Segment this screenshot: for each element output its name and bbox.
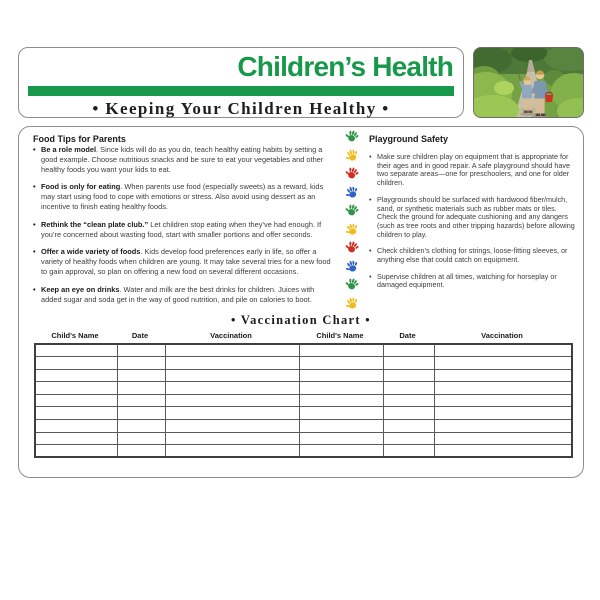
vaccination-cell [35,445,117,458]
food-tip-item [33,145,332,174]
vaccination-table-row [35,432,572,445]
food-tip-text: . Water and milk are the best drinks for children. Juices with added sugar and soda get in the way of good nutrition, and pile on calories to boot. [41,284,315,304]
vaccination-column-header: Child's Name [316,331,364,340]
vaccination-table-row [35,420,572,433]
playground-item: • Playgrounds should be surfaced with hardwood fiber/mulch, sand, or synthetic materials such as rubber mats or tiles. Check the ground for adequate cushioning and any dangers (such as tree roots and other tripping hazards) before allowing children to play. [369,196,578,240]
content-box [18,126,584,478]
vaccination-cell [35,394,117,407]
vaccination-cell [35,344,117,357]
vaccination-cell [383,407,434,420]
vaccination-table-row [35,394,572,407]
handprint-icon [343,183,362,202]
vaccination-cell [165,420,299,433]
vaccination-column-header: Date [399,331,416,340]
handprint-icon [343,127,362,146]
vaccination-cell [117,369,165,382]
vaccination-cell [165,344,299,357]
vaccination-cell [383,432,434,445]
vaccination-table-row [35,357,572,370]
vaccination-cell [117,357,165,370]
vaccination-cell [434,432,572,445]
vaccination-table-row [35,344,572,357]
vaccination-cell [35,369,117,382]
food-tip-lead: Be a role model [41,145,97,154]
vaccination-cell [299,445,383,458]
vaccination-cell [383,382,434,395]
vaccination-cell [434,344,572,357]
food-tip-item [33,247,332,276]
handprints-column [345,129,365,311]
vaccination-column-headers [34,331,571,340]
vaccination-cell [383,420,434,433]
playground-safety-section [369,134,578,298]
vaccination-cell [383,344,434,357]
vaccination-cell [299,420,383,433]
food-tip-text: . When parents use food (especially sweets) as a reward, kids may start using food to cope with emotions or stress. Also avoid using dessert as an incentive to finish eating healthy foods. [41,182,324,211]
vaccination-cell [35,357,117,370]
vaccination-cell [299,407,383,420]
vaccination-cell [383,394,434,407]
food-tip-lead: Food is only for eating [41,182,121,192]
handprint-icon [343,201,362,220]
food-tip-item [33,182,332,211]
vaccination-cell [35,420,117,433]
vaccination-cell [383,357,434,370]
vaccination-cell [434,394,572,407]
vaccination-table-row [35,369,572,382]
food-tip-lead: Rethink the “clean plate club.” [41,219,149,229]
food-tips-section [33,134,332,312]
vaccination-cell [165,382,299,395]
vaccination-cell [117,420,165,433]
header-green-bar [28,86,454,96]
vaccination-cell [165,394,299,407]
vaccination-cell [434,357,572,370]
children-walking-photo [473,47,584,118]
food-tip-text: . Kids develop food preferences early in life, so offer a variety of healthy foods when children are young. It may take several tries for a new food to gain approval, so plan on offering a new food on several different occasions. [41,247,331,276]
vaccination-cell [165,445,299,458]
food-tip-item [33,220,332,240]
handprint-icon [343,146,362,165]
header-tagline: • Keeping Your Children Healthy • [92,99,390,118]
food-tip-text: Let children stop eating when they’ve had enough. If you’re concerned about wasting food, start with smaller portions and offer seconds. [41,219,322,239]
handprint-icon [343,294,362,313]
vaccination-cell [383,369,434,382]
vaccination-table-row [35,382,572,395]
vaccination-cell [383,445,434,458]
header-box [18,47,464,118]
playground-item: • Make sure children play on equipment that is appropriate for their ages and in good repair. A safe playground should have two separate areas—one for preschoolers, and one for older children. [369,153,578,188]
vaccination-cell [35,407,117,420]
handprint-icon [343,164,362,183]
vaccination-table-row [35,407,572,420]
vaccination-cell [35,432,117,445]
vaccination-cell [299,344,383,357]
playground-safety-heading: Playground Safety [369,134,449,144]
food-tip-text: . Since kids will do as you do, teach healthy eating habits by setting a good example. Choose nutritious snacks and be sure to eat your vegetables and other healthy foods you want your kids to eat. [41,145,324,174]
handprint-icon [343,238,362,257]
children-photo-illustration [474,48,584,118]
vaccination-cell [434,369,572,382]
vaccination-cell [434,382,572,395]
food-tips-heading: Food Tips for Parents [33,134,126,144]
vaccination-cell [299,357,383,370]
vaccination-cell [434,407,572,420]
vaccination-column-header: Vaccination [481,331,523,340]
food-tip-lead: Offer a wide variety of foods [41,247,141,257]
vaccination-cell [165,357,299,370]
vaccination-column-header: Vaccination [210,331,252,340]
vaccination-cell [165,369,299,382]
vaccination-cell [117,407,165,420]
handprint-icon [343,220,362,239]
vaccination-cell [117,432,165,445]
vaccination-cell [299,394,383,407]
vaccination-cell [299,432,383,445]
food-tip-item [33,285,332,305]
vaccination-cell [434,445,572,458]
vaccination-cell [434,420,572,433]
vaccination-cell [35,382,117,395]
vaccination-column-header: Child's Name [51,331,99,340]
vaccination-cell [165,407,299,420]
vaccination-table-row [35,445,572,458]
handprint-icon [343,275,362,294]
vaccination-cell [117,445,165,458]
page-title: Children’s Health [237,51,453,82]
handprint-icon [343,257,362,276]
vaccination-cell [117,382,165,395]
vaccination-column-header: Date [131,331,149,340]
playground-item: • Supervise children at all times, watching for horseplay or damaged equipment. [369,273,578,290]
playground-item: • Check children’s clothing for strings, loose-fitting sleeves, or anything else that could catch on equipment. [369,247,578,264]
vaccination-cell [165,432,299,445]
vaccination-cell [299,382,383,395]
vaccination-chart-heading: • Vaccination Chart • [231,313,371,327]
food-tip-lead: Keep an eye on drinks [41,284,120,294]
vaccination-table [34,343,573,458]
vaccination-cell [117,344,165,357]
vaccination-cell [299,369,383,382]
vaccination-cell [117,394,165,407]
